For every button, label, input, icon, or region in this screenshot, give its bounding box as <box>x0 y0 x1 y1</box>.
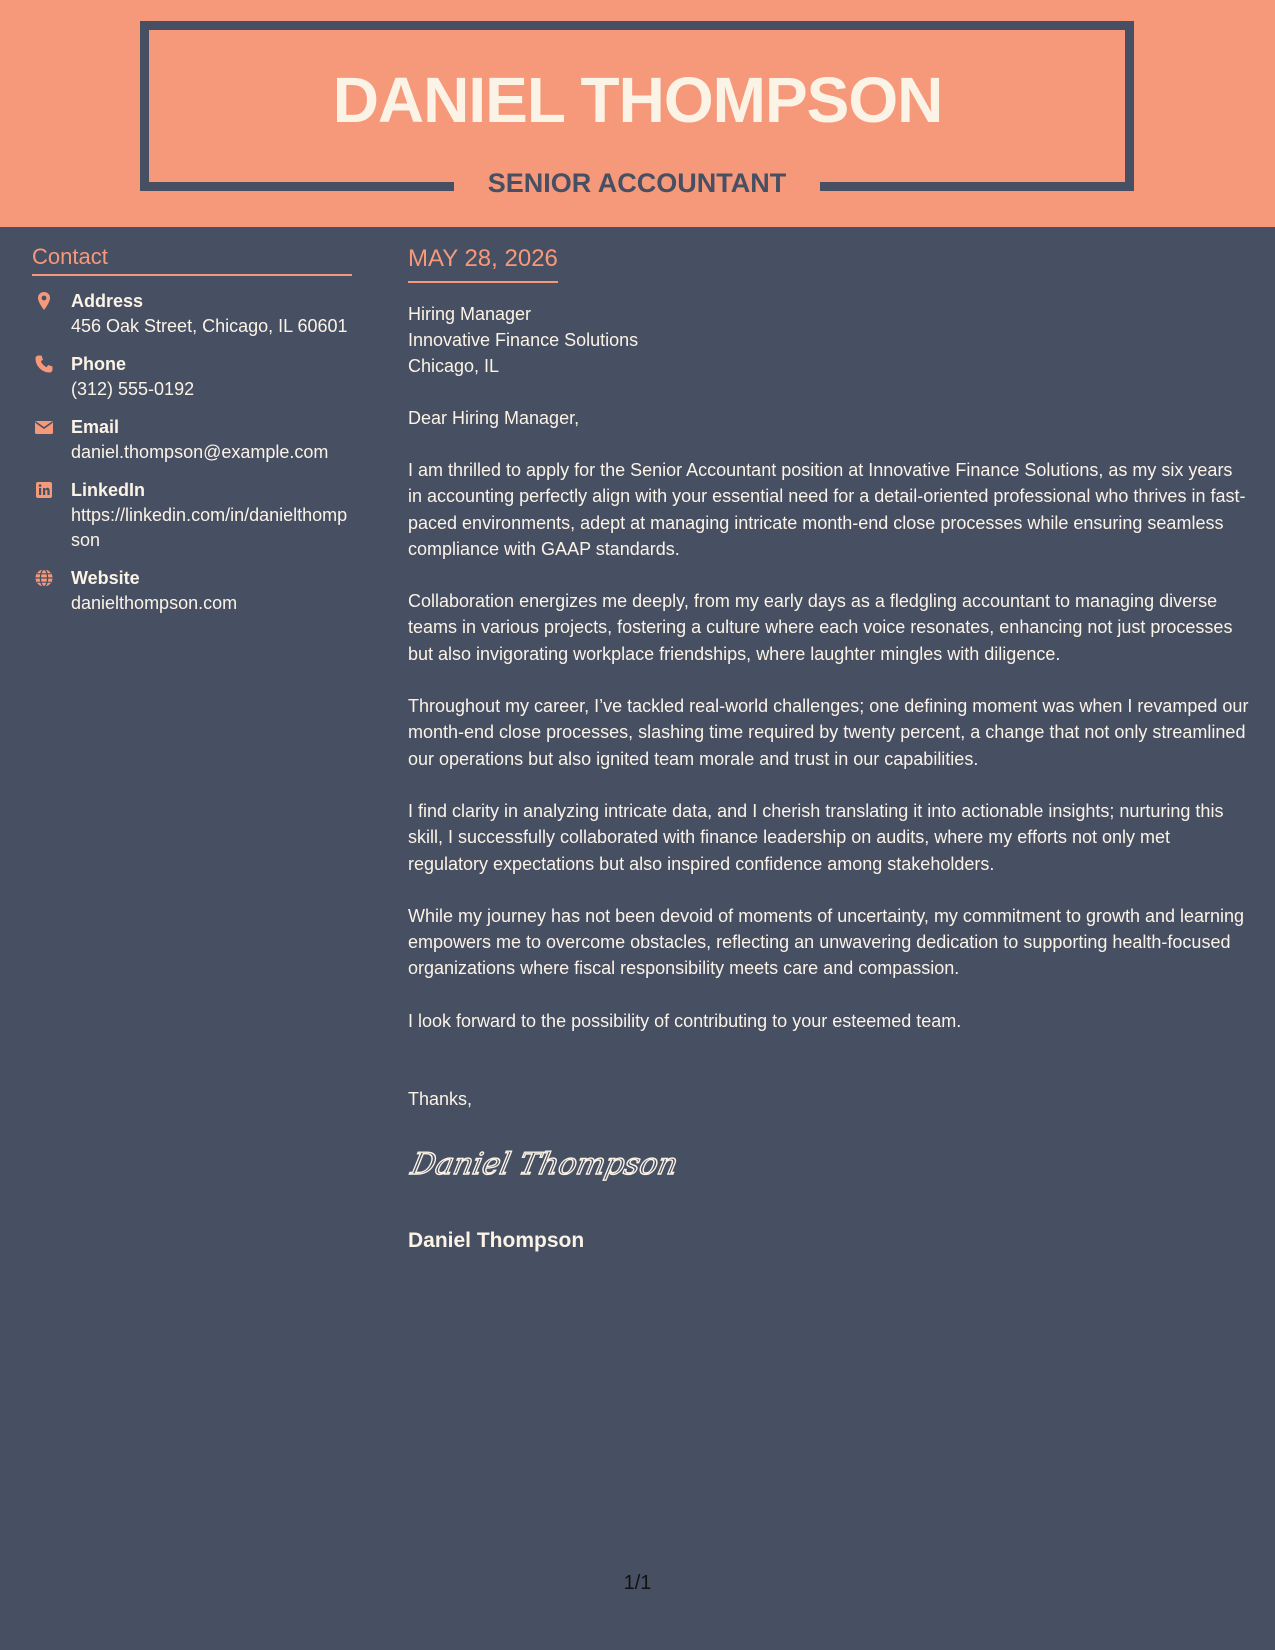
contact-item-email <box>32 415 352 465</box>
linkedin-icon <box>34 480 54 500</box>
letter-paragraph: While my journey has not been devoid of moments of uncertainty, my commitment to growth and learning empowers me to overcome obstacles, reflecting an unwavering dedication to supporting health-focused organizations where fiscal responsibility meets care and compassion. <box>408 905 1245 979</box>
contact-label: LinkedIn <box>71 480 146 500</box>
closing: Thanks, <box>408 1089 473 1110</box>
envelope-icon <box>34 417 54 437</box>
handwritten-signature <box>408 1126 688 1196</box>
letter-paragraph: I am thrilled to apply for the Senior Accountant position at Innovative Finance Solutions, as my six years in accounting perfectly align with your essential need for a detail-oriented professional who thrives in fast-paced environments, adept at managing intricate month-end close processes while ensuring seamless compliance with GAAP standards. <box>408 460 1246 559</box>
signature-text: Daniel Thompson <box>408 1147 681 1182</box>
header-band <box>0 0 1275 227</box>
address-value: 456 Oak Street, Chicago, IL 60601 <box>71 316 348 336</box>
signer-name: Daniel Thompson <box>408 1229 585 1253</box>
applicant-name: DANIEL THOMPSON <box>332 64 943 136</box>
phone-icon <box>34 354 54 374</box>
phone-value: (312) 555-0192 <box>71 379 195 399</box>
email-value[interactable]: daniel.thompson@example.com <box>71 442 329 462</box>
letter-paragraph: Throughout my career, I’ve tackled real-world challenges; one defining moment was when I revamped our month-end close processes, slashing time required by twenty percent, a change that not only streamlined our operations but also ignited team morale and trust in our capabilities. <box>408 696 1249 769</box>
recipient-company: Innovative Finance Solutions <box>408 330 639 350</box>
contact-label: Address <box>71 291 144 311</box>
letter-paragraph: I look forward to the possibility of contributing to your esteemed team. <box>408 1010 962 1031</box>
job-title: SENIOR ACCOUNTANT <box>487 168 787 198</box>
linkedin-value[interactable]: https://linkedin.com/in/danielthompson <box>71 505 348 550</box>
letter-paragraph: Collaboration energizes me deeply, from my early days as a fledgling accountant to managing diverse teams in various projects, fostering a culture where each voice resonates, enhancing not just processes but also invigorating workplace friendships, where laughter mingles with diligence. <box>408 591 1233 664</box>
contact-item-website <box>32 566 352 616</box>
contact-label: Phone <box>71 354 127 374</box>
letter-body <box>408 244 1250 1255</box>
contact-label: Email <box>71 417 120 437</box>
globe-icon <box>34 568 54 588</box>
contact-item-linkedin <box>32 478 352 553</box>
website-value[interactable]: danielthompson.com <box>71 593 238 613</box>
letter-date: MAY 28, 2026 <box>408 244 558 283</box>
contact-sidebar <box>32 243 352 616</box>
recipient-block <box>408 301 1250 379</box>
contact-heading: Contact <box>32 243 352 276</box>
location-pin-icon <box>34 291 54 311</box>
salutation: Dear Hiring Manager, <box>408 408 580 428</box>
contact-item-address <box>32 289 352 339</box>
contact-item-phone <box>32 352 352 402</box>
page-number: 1/1 <box>623 1572 652 1594</box>
contact-label: Website <box>71 568 140 588</box>
recipient-location: Chicago, IL <box>408 356 500 376</box>
letter-paragraph: I find clarity in analyzing intricate data, and I cherish translating it into actionable insights; nurturing this skill, I successfully collaborated with finance leadership on audits, where my efforts not only met regulatory expectations but also inspired confidence among stakeholders. <box>408 800 1224 874</box>
recipient-name: Hiring Manager <box>408 304 532 324</box>
